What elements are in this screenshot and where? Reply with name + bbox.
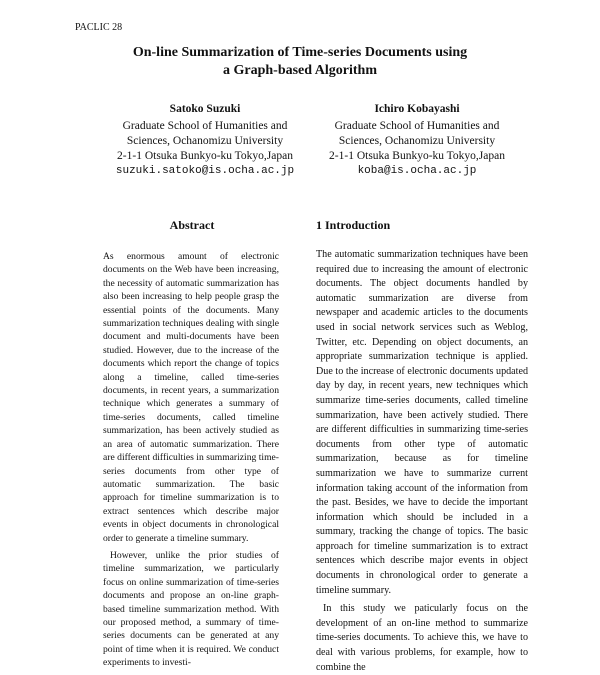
author-affiliation: Sciences, Ochanomizu University — [126, 135, 284, 147]
abstract-body — [103, 250, 279, 670]
author-affiliation: Sciences, Ochanomizu University — [338, 135, 496, 147]
author-block-2 — [287, 102, 547, 179]
abstract-paragraph: However, unlike the prior studies of timeline summarization, we particularly focus on online summarization of time-series documents and propose an on-line graph-based timeline summarization method. With our proposed method, a summary of time-series documents can be generated at any point of time when it is required. We conduct experiments to investi- — [103, 549, 279, 669]
abstract-heading: Abstract — [169, 218, 215, 232]
author-name: Ichiro Kobayashi — [374, 103, 460, 115]
introduction-heading: 1 Introduction — [316, 218, 391, 232]
introduction-body — [316, 248, 528, 675]
introduction-paragraph: In this study we paticularly focus on the development of an on-line method to summarize time-series documents. To achieve this, we have to deal with various problems, for example, how to combine the — [316, 603, 528, 673]
author-name: Satoko Suzuki — [169, 103, 241, 115]
author-address: 2-1-1 Otsuka Bunkyo-ku Tokyo,Japan — [117, 150, 293, 162]
author-address: 2-1-1 Otsuka Bunkyo-ku Tokyo,Japan — [329, 150, 505, 162]
author-email: koba@is.ocha.ac.jp — [357, 165, 477, 177]
author-email: suzuki.satoko@is.ocha.ac.jp — [115, 165, 295, 177]
paper-title — [60, 44, 540, 80]
introduction-paragraph: The automatic summarization techniques have been required due to increasing the amount of electronic documents. The object documents handled by automatic summarization are diverse from newspaper and academic articles to the documents used in social network services such as Weblog, Twitter, etc. Depending on object documents, an appropriate summarization technique is applied. Due to the increase of electronic documents updated day by day, in recent years, new techniques which summarize time-series documents, called timeline summarization, have been actively studied. There are different difficulties in summarizing time-series documents from other type of automatic summarization, because as for timeline summarization we have to summarize current information taking account of the information from the past. Besides, we have to decide the important information which should be included in a summary, tracking the change of topics. The basic approach for timeline summarization is to extract sentences which describe major events in object documents in chronological order to generate a timeline summary. — [316, 249, 528, 596]
author-affiliation: Graduate School of Humanities and — [122, 120, 288, 132]
title-line-1: On-line Summarization of Time-series Documents using — [132, 45, 468, 60]
abstract-paragraph: As enormous amount of electronic documents on the Web have been increasing, the necessity of automatic summarization has also been increasing to help people grasp the essential points of the documents. Many summarization techniques dealing with single document and multi-documents have been studied. However, due to the increase of the documents which report the change of topics along a timeline, called time-series documents, in recent years, a summarization technique which generates a summary of time-series documents, called timeline summarization, has been actively studied as an area of automatic summarization. There are different difficulties in summarizing time-series documents from other type of automatic summarization. The basic approach for timeline summarization is to extract sentences which describe major events in object documents in chronological order to generate a timeline summary. — [103, 251, 279, 544]
title-line-2: a Graph-based Algorithm — [222, 63, 377, 78]
author-affiliation: Graduate School of Humanities and — [334, 120, 500, 132]
conference-header: PACLIC 28 — [75, 22, 123, 33]
